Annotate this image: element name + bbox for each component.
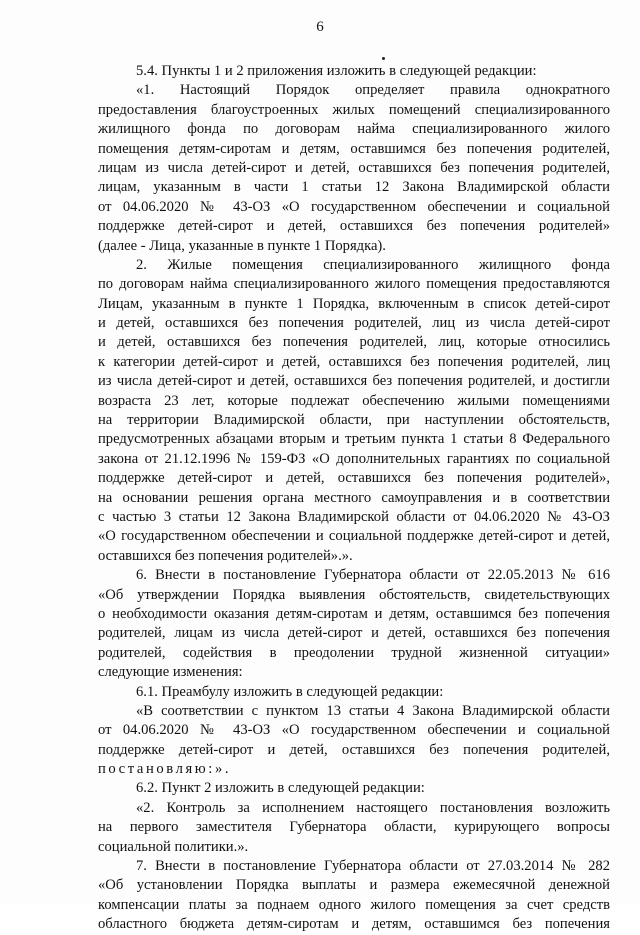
text-line: закона от 21.12.1996 № 159-ФЗ «О дополнительных гарантиях по социальной [98, 450, 610, 467]
text-line: о необходимости оказания детям-сиротам и детям, оставшимся без попечения [98, 605, 610, 622]
document-body [98, 62, 610, 935]
text-line: лицам, указанным в части 1 статьи 12 Закона Владимирской области [98, 179, 610, 196]
text-line: предусмотренных абзацами вторым и третьим пункта 1 статьи 8 Федерального [98, 431, 610, 448]
text-line: социальной политики.». [98, 838, 249, 855]
text-line: 7. Внести в постановление Губернатора области от 27.03.2014 № 282 [136, 858, 610, 875]
text-line: к категории детей-сирот и детей, оставшихся без попечения родителей, лиц [98, 353, 610, 370]
text-line: «Об утверждении Порядка выявления обстоятельств, свидетельствующих [98, 586, 610, 603]
text-line: «В соответствии с пунктом 13 статьи 4 Закона Владимирской области [136, 702, 610, 719]
text-line: поддержке детей-сирот и детей, оставшихся без попечения родителей», [98, 470, 610, 487]
text-line: предоставления благоустроенных жилых помещений специализированного [98, 101, 610, 118]
text-line: Лицам, указанным в пункте 1 Порядка, включенным в список детей-сирот [98, 295, 610, 312]
text-line: и детей, оставшихся без попечения родителей, лиц из числа детей-сирот [98, 315, 610, 332]
text-line: 6.1. Преамбулу изложить в следующей редакции: [136, 683, 444, 700]
scan-speck [382, 57, 385, 60]
text-line: 5.4. Пункты 1 и 2 приложения изложить в следующей редакции: [136, 63, 537, 79]
text-line: «Об установлении Порядка выплаты и размера ежемесячной денежной [98, 877, 610, 894]
text-line: на основании решения органа местного самоуправления и в соответствии [98, 489, 610, 506]
text-line: помещения детям-сиротам и детям, оставшимся без попечения родителей, [98, 140, 610, 157]
text-line: на первого заместителя Губернатора области, курирующего вопросы [98, 819, 610, 836]
text-line: возраста 23 лет, которые подлежат обеспечению жилыми помещениями [98, 392, 610, 409]
text-line: 2. Жилые помещения специализированного жилищного фонда [136, 256, 610, 273]
text-line: «2. Контроль за исполнением настоящего постановления возложить [136, 799, 610, 816]
text-line: родителей, лицам из числа детей-сирот и детей, оставшихся без попечения [98, 625, 610, 642]
text-line: «1. Настоящий Порядок определяет правила однократного [136, 82, 610, 99]
text-line: оставшихся без попечения родителей».». [98, 547, 353, 564]
text-line: лицам из числа детей-сирот и детей, оставшихся без попечения родителей, [98, 159, 610, 176]
text-line: следующие изменения: [98, 664, 243, 681]
text-line: и детей, оставшихся без попечения родителей, лиц, которые относились [98, 334, 610, 351]
text-line: постановляю:». [98, 761, 232, 778]
page-number: 6 [316, 19, 324, 35]
text-line: 6.2. Пункт 2 изложить в следующей редакции: [136, 780, 425, 797]
text-line: «О государственном обеспечении и социальной поддержке детей-сирот и детей, [98, 528, 610, 545]
text-line: компенсации платы за поднаем одного жилого помещения за счет средств [98, 896, 610, 913]
text-line: (далее - Лица, указанные в пункте 1 Порядка). [98, 237, 386, 254]
text-line: на территории Владимирской области, при наступлении обстоятельств, [98, 412, 610, 429]
text-line: от 04.06.2020 № 43-ОЗ «О государственном обеспечении и социальной [98, 198, 610, 215]
text-line: областного бюджета детям-сиротам и детям, оставшимся без попечения [98, 916, 610, 933]
text-line: родителей, содействия в преодолении трудной жизненной ситуации» [98, 644, 610, 661]
text-line: по договорам найма специализированного жилого помещения предоставляются [98, 276, 610, 293]
text-line: жилищного фонда по договорам найма специализированного жилого [98, 121, 610, 138]
text-line: с частью 3 статьи 12 Закона Владимирской области от 04.06.2020 № 43-ОЗ [98, 508, 610, 525]
text-line: поддержке детей-сирот и детей, оставшихся без попечения родителей» [98, 218, 610, 235]
text-line: 6. Внести в постановление Губернатора области от 22.05.2013 № 616 [136, 567, 610, 584]
text-line: из числа детей-сирот и детей, оставшихся без попечения родителей, и достигли [98, 373, 610, 390]
text-line: поддержке детей-сирот и детей, оставшихся без попечения родителей, [98, 741, 610, 758]
text-line: от 04.06.2020 № 43-ОЗ «О государственном обеспечении и социальной [98, 722, 610, 739]
